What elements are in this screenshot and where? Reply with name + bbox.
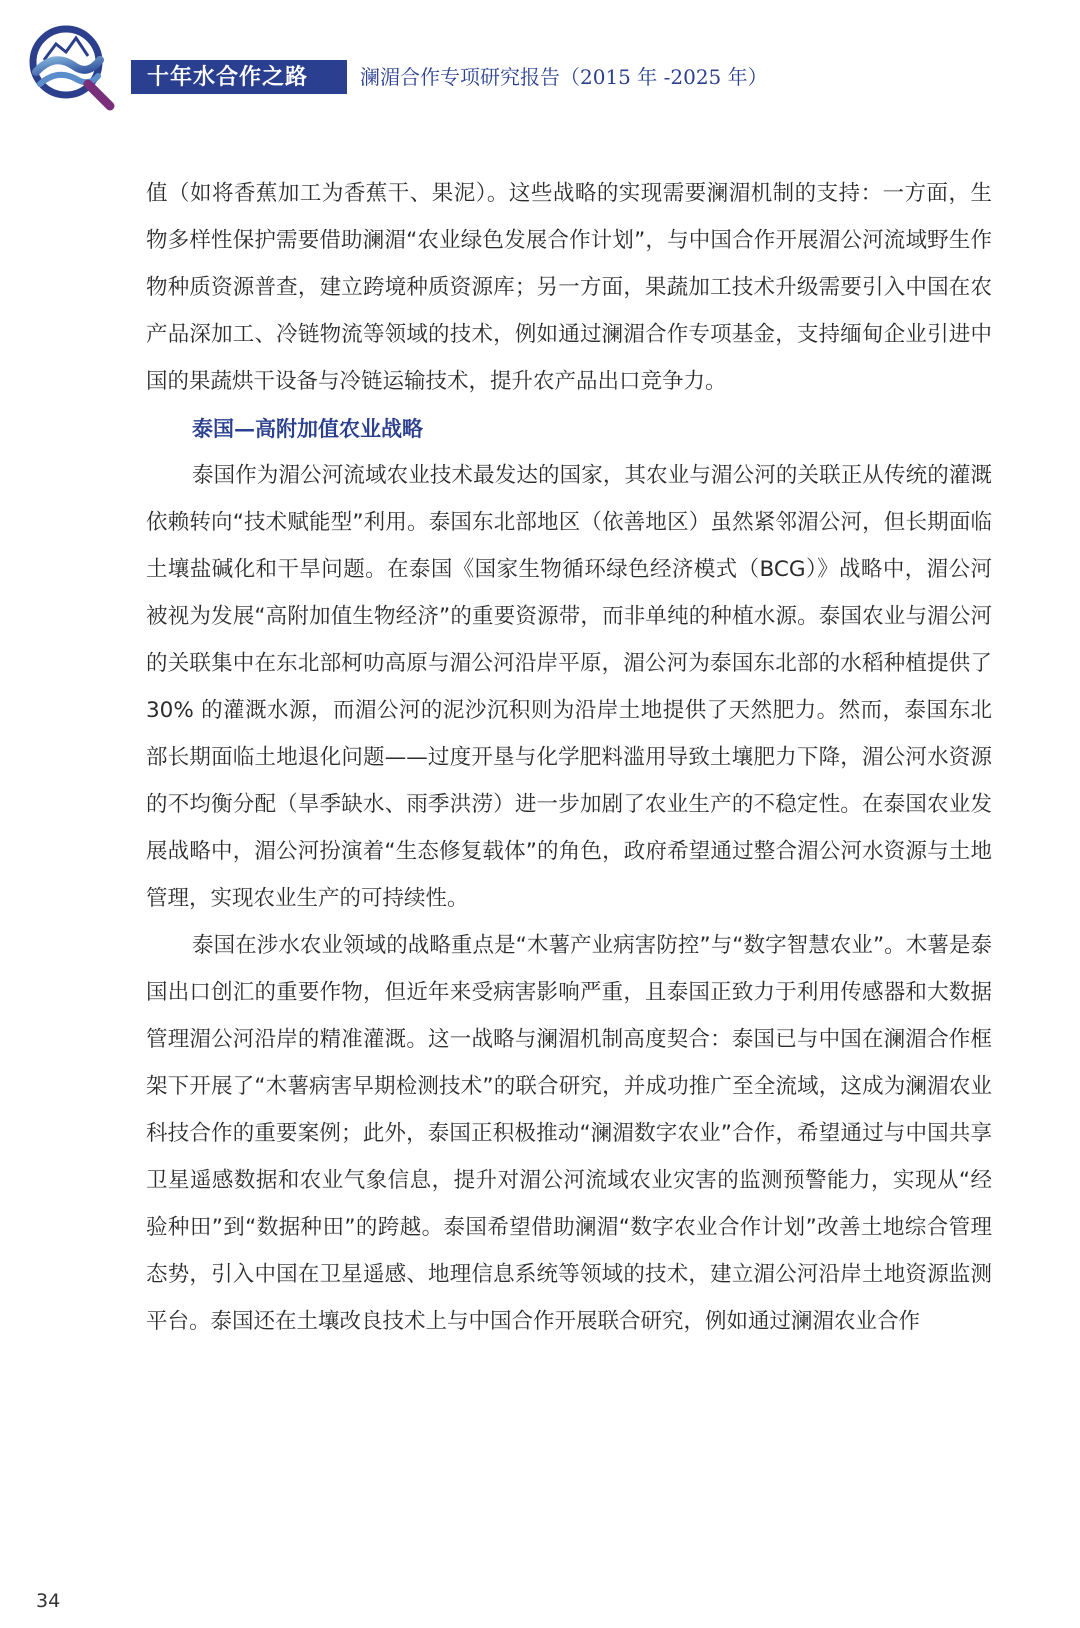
body-text	[146, 170, 992, 1345]
magnifier-river-logo-icon	[26, 22, 116, 112]
page-number: 34	[36, 1590, 61, 1612]
report-title: 澜湄合作专项研究报告（2015 年 -2025 年）	[360, 65, 768, 89]
page-header	[0, 0, 1080, 120]
paragraph-thailand-overview: 泰国作为湄公河流域农业技术最发达的国家，其农业与湄公河的关联正从传统的灌溉依赖转向“技术赋能型”利用。泰国东北部地区（依善地区）虽然紧邻湄公河，但长期面临土壤盐碱化和干旱问题。在泰国《国家生物循环绿色经济模式（BCG）》战略中，湄公河被视为发展“高附加值生物经济”的重要资源带，而非单纯的种植水源。泰国农业与湄公河的关联集中在东北部柯叻高原与湄公河沿岸平原，湄公河为泰国东北部的水稻种植提供了 30% 的灌溉水源，而湄公河的泥沙沉积则为沿岸土地提供了天然肥力。然而，泰国东北部长期面临土地退化问题——过度开垦与化学肥料滥用导致土壤肥力下降，湄公河水资源的不均衡分配（旱季缺水、雨季洪涝）进一步加剧了农业生产的不稳定性。在泰国农业发展战略中，湄公河扮演着“生态修复载体”的角色，政府希望通过整合湄公河水资源与土地管理，实现农业生产的可持续性。	[146, 463, 992, 911]
paragraph-continuation: 值（如将香蕉加工为香蕉干、果泥）。这些战略的实现需要澜湄机制的支持：一方面，生物多样性保护需要借助澜湄“农业绿色发展合作计划”，与中国合作开展湄公河流域野生作物种质资源普查，建立跨境种质资源库；另一方面，果蔬加工技术升级需要引入中国在农产品深加工、冷链物流等领域的技术，例如通过澜湄合作专项基金，支持缅甸企业引进中国的果蔬烘干设备与冷链运输技术，提升农产品出口竞争力。	[146, 181, 992, 394]
paragraph-thailand-strategy: 泰国在涉水农业领域的战略重点是“木薯产业病害防控”与“数字智慧农业”。木薯是泰国出口创汇的重要作物，但近年来受病害影响严重，且泰国正致力于利用传感器和大数据管理湄公河沿岸的精准灌溉。这一战略与澜湄机制高度契合：泰国已与中国在澜湄合作框架下开展了“木薯病害早期检测技术”的联合研究，并成功推广至全流域，这成为澜湄农业科技合作的重要案例；此外，泰国正积极推动“澜湄数字农业”合作，希望通过与中国共享卫星遥感数据和农业气象信息，提升对湄公河流域农业灾害的监测预警能力，实现从“经验种田”到“数据种田”的跨越。泰国希望借助澜湄“数字农业合作计划”改善土地综合管理态势，引入中国在卫星遥感、地理信息系统等领域的技术，建立湄公河沿岸土地资源监测平台。泰国还在土壤改良技术上与中国合作开展联合研究，例如通过澜湄农业合作	[146, 933, 992, 1334]
series-title-badge: 十年水合作之路	[131, 60, 343, 94]
section-heading: 泰国—高附加值农业战略	[192, 416, 423, 441]
